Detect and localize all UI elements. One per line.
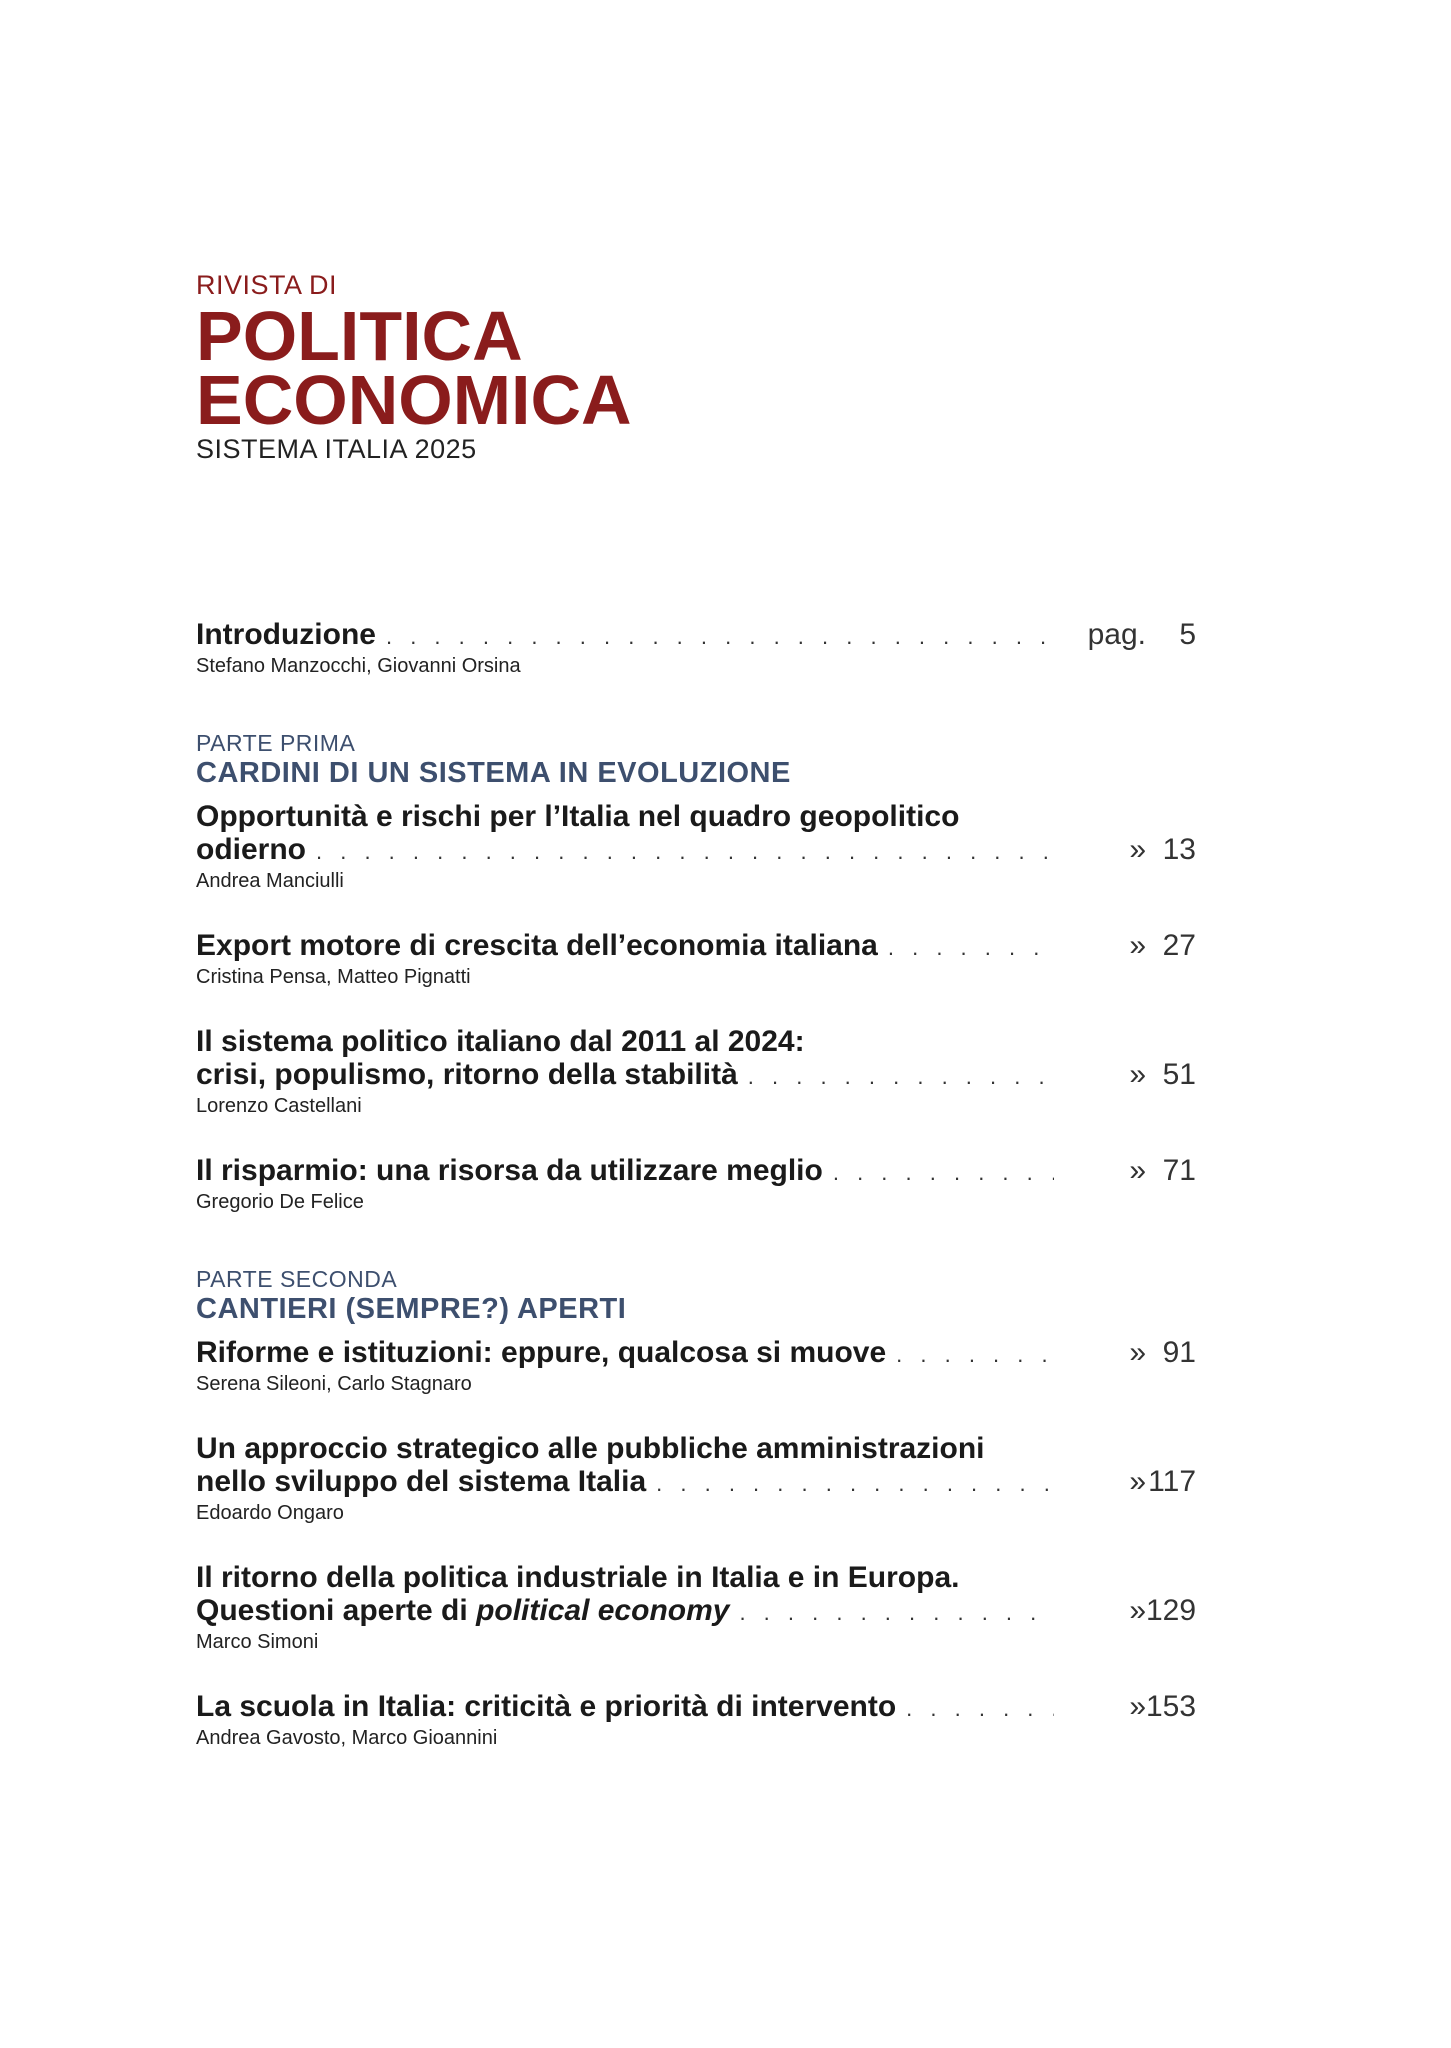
toc-entry-title-line2[interactable] — [196, 1594, 729, 1628]
toc-entry-title[interactable]: La scuola in Italia: criticità e priorità di intervento — [196, 1690, 897, 1723]
page-mark: » — [1129, 1154, 1146, 1187]
toc-entry-authors: Andrea Gavosto, Marco Gioannini — [196, 1727, 498, 1749]
page-mark: » — [1129, 833, 1146, 866]
page-number: 153 — [1146, 1690, 1197, 1723]
toc-entry[interactable] — [196, 929, 1196, 989]
page-mark: » — [1129, 1336, 1146, 1369]
toc-entry-authors: Andrea Manciulli — [196, 870, 344, 892]
masthead-subtitle: SISTEMA ITALIA 2025 — [196, 434, 477, 464]
toc-entry-title-line2[interactable]: crisi, populismo, ritorno della stabilità — [196, 1058, 738, 1091]
toc-entry-authors: Marco Simoni — [196, 1631, 319, 1653]
toc-entry[interactable] — [196, 1025, 1196, 1118]
dot-leader — [656, 1471, 1054, 1497]
toc-entry-title-italic: political economy — [476, 1594, 730, 1627]
dot-leader — [386, 624, 1054, 650]
toc-entry-authors: Stefano Manzocchi, Giovanni Orsina — [196, 655, 521, 677]
masthead-prefix: RIVISTA DI — [196, 270, 338, 300]
toc-entry-title-text: Questioni aperte di — [196, 1594, 477, 1627]
page-number: 5 — [1179, 618, 1196, 651]
page-number: 117 — [1148, 1465, 1196, 1498]
toc-entry-introduzione[interactable] — [196, 618, 1196, 678]
toc-entry-title[interactable]: Export motore di crescita dell’economia italiana — [196, 929, 878, 962]
page-number: 129 — [1146, 1594, 1197, 1627]
part-title: CARDINI DI UN SISTEMA IN EVOLUZIONE — [196, 757, 791, 789]
toc-entry[interactable] — [196, 1336, 1196, 1396]
dot-leader — [739, 1600, 1054, 1626]
masthead-title-line1: POLITICA — [196, 297, 523, 375]
page-mark: » — [1129, 1690, 1146, 1723]
part-label: PARTE SECONDA — [196, 1266, 398, 1292]
toc-entry[interactable] — [196, 1154, 1196, 1214]
toc-entry[interactable] — [196, 800, 1196, 893]
dot-leader — [896, 1342, 1054, 1368]
toc-entry-authors: Cristina Pensa, Matteo Pignatti — [196, 966, 471, 988]
toc-entry[interactable] — [196, 1432, 1196, 1525]
dot-leader — [888, 935, 1054, 961]
toc-entry-title-line1[interactable]: Un approccio strategico alle pubbliche amministrazioni — [196, 1432, 985, 1465]
toc-entry-title[interactable]: Introduzione — [196, 618, 376, 651]
page-mark: » — [1129, 1465, 1146, 1498]
page-label: pag. — [1087, 618, 1146, 651]
toc-entry-authors: Edoardo Ongaro — [196, 1502, 344, 1524]
dot-leader — [316, 839, 1054, 865]
dot-leader — [748, 1064, 1054, 1090]
page-number: 91 — [1162, 1336, 1196, 1369]
toc-entry-title-line2[interactable]: odierno — [196, 833, 306, 866]
table-of-contents — [196, 618, 1196, 1750]
toc-entry-title-line1[interactable]: Il sistema politico italiano dal 2011 al 2024: — [196, 1025, 805, 1058]
page-number: 27 — [1162, 929, 1196, 962]
toc-entry-title-line1[interactable]: Il ritorno della politica industriale in Italia e in Europa. — [196, 1561, 960, 1594]
part-title: CANTIERI (SEMPRE?) APERTI — [196, 1293, 627, 1325]
masthead-title-line2: ECONOMICA — [196, 361, 632, 439]
masthead — [196, 270, 632, 464]
page-number: 51 — [1162, 1058, 1196, 1091]
toc-entry-authors: Gregorio De Felice — [196, 1191, 364, 1213]
toc-entry-authors: Serena Sileoni, Carlo Stagnaro — [196, 1373, 472, 1395]
toc-entry-title[interactable]: Il risparmio: una risorsa da utilizzare meglio — [196, 1154, 823, 1187]
toc-entry-title-line1[interactable]: Opportunità e rischi per l’Italia nel quadro geopolitico — [196, 800, 960, 833]
page-mark: » — [1129, 929, 1146, 962]
toc-entry-authors: Lorenzo Castellani — [196, 1095, 362, 1117]
page-number: 71 — [1162, 1154, 1196, 1187]
dot-leader — [833, 1160, 1054, 1186]
dot-leader — [906, 1696, 1054, 1722]
toc-entry[interactable] — [196, 1561, 1196, 1654]
toc-entry[interactable] — [196, 1690, 1196, 1750]
toc-entry-title[interactable]: Riforme e istituzioni: eppure, qualcosa si muove — [196, 1336, 887, 1369]
page-mark: » — [1129, 1594, 1146, 1627]
toc-entry-title-line2[interactable]: nello sviluppo del sistema Italia — [196, 1465, 647, 1498]
part-label: PARTE PRIMA — [196, 730, 356, 756]
page-mark: » — [1129, 1058, 1146, 1091]
page-number: 13 — [1162, 833, 1196, 866]
